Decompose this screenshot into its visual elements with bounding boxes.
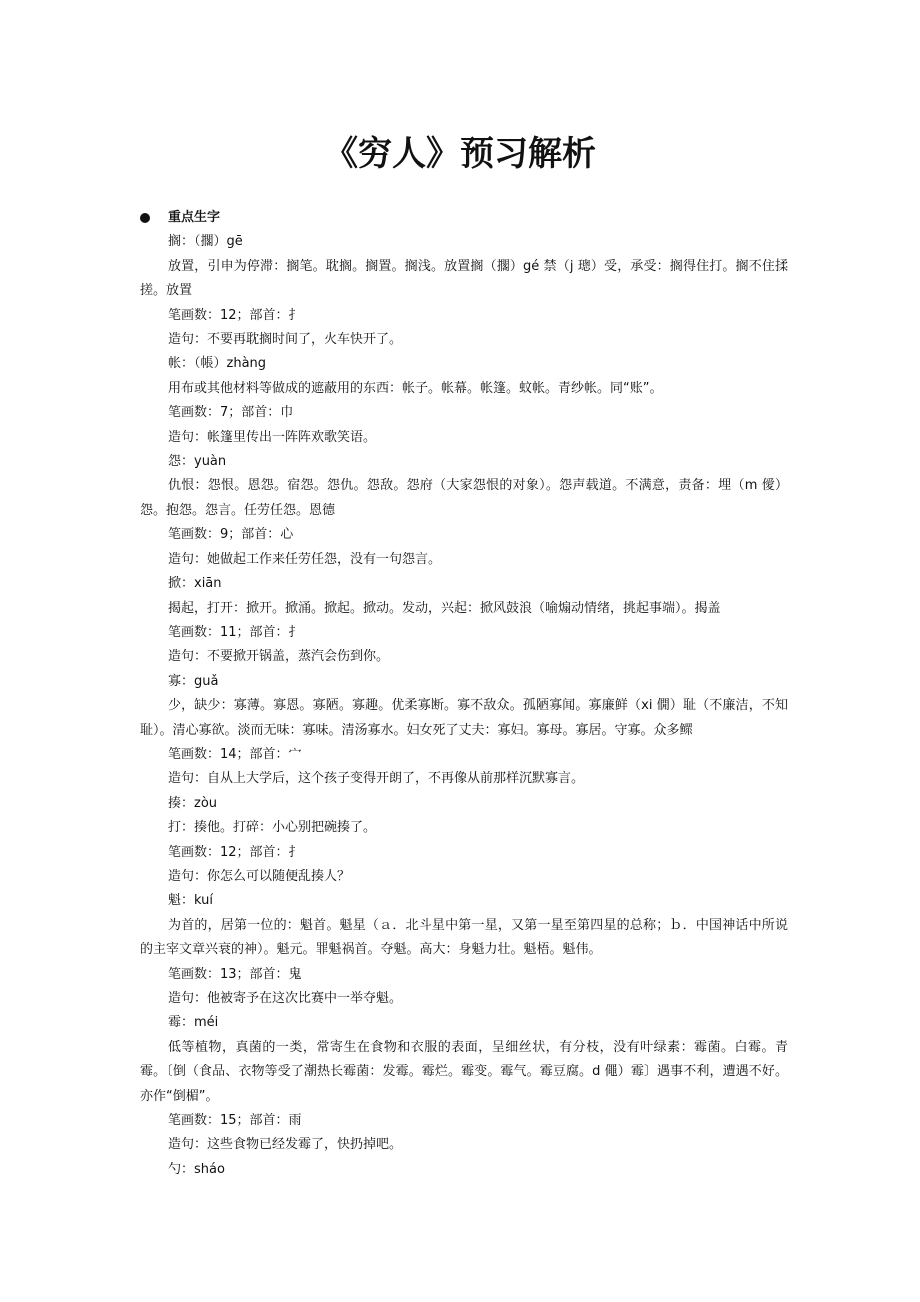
entry-head: 帐：（帳）zhàng — [168, 356, 267, 372]
entry-strokes: 笔画数：9；部首：心 — [168, 527, 294, 543]
entry-meaning: 用布或其他材料等做成的遮蔽用的东西：帐子。帐幕。帐篷。蚊帐。青纱帐。同“账”。 — [168, 380, 663, 396]
section-heading — [140, 206, 788, 230]
entry-zhang — [140, 352, 788, 450]
entry-gua — [140, 670, 788, 792]
entry-meaning: 打：揍他。打碎：小心别把碗揍了。 — [168, 820, 377, 836]
entry-yuan — [140, 450, 788, 572]
entry-head: 勺：sháo — [168, 1161, 225, 1177]
entry-meaning: 低等植物，真菌的一类，常寄生在食物和衣服的表面，呈细丝状，有分枝，没有叶绿素：霉菌。白霉。青霉。〔倒（食品、衣物等受了潮热长霉菌：发霉。霉烂。霉变。霉气。霉豆腐。d 僶）霉〕遇事不利，遭遇不好。亦作“倒楣”。 — [140, 1039, 788, 1104]
entry-head: 怨：yuàn — [168, 454, 227, 470]
entry-example: 造句：他被寄予在这次比赛中一举夺魁。 — [168, 991, 403, 1006]
entry-head: 搁：（擱）gē — [168, 234, 243, 250]
entry-meaning: 仇恨：怨恨。恩怨。宿怨。怨仇。怨敌。怨府（大家怨恨的对象）。怨声载道。不满意，责备：埋（m 僾）怨。抱怨。怨言。任劳任怨。恩德 — [140, 478, 788, 518]
entry-zou — [140, 792, 788, 890]
entry-strokes: 笔画数：11；部首：扌 — [168, 624, 302, 640]
entry-example: 造句：不要再耽搁时间了，火车快开了。 — [168, 332, 403, 348]
entry-kui — [140, 889, 788, 1011]
section-heading-text: 重点生字 — [168, 210, 221, 225]
entry-head: 魁：kuí — [168, 893, 213, 909]
entry-example: 造句：自从上大学后，这个孩子变得开朗了，不再像从前那样沉默寡言。 — [168, 771, 585, 787]
entry-example: 造句：你怎么可以随便乱揍人？ — [168, 868, 351, 884]
entry-meaning: 为首的，居第一位的：魁首。魁星（ａ．北斗星中第一星，又第一星至第四星的总称；ｂ．中国神话中所说的主宰文章兴衰的神）。魁元。罪魁祸首。夺魁。高大：身魁力壮。魁梧。魁伟。 — [140, 917, 788, 958]
entry-example: 造句：她做起工作来任劳任怨，没有一句怨言。 — [168, 551, 442, 567]
entry-meaning: 揭起，打开：掀开。掀涌。掀起。掀动。发动，兴起：掀风鼓浪（喻煽动情绪，挑起事端）。揭盖 — [168, 600, 721, 616]
entry-mei — [140, 1011, 788, 1157]
filled-circle-bullet-icon — [140, 213, 150, 223]
entry-example: 造句：这些食物已经发霉了，快扔掉吧。 — [168, 1137, 403, 1153]
entry-head: 霉：méi — [168, 1015, 219, 1031]
entry-strokes: 笔画数：15；部首：雨 — [168, 1113, 302, 1129]
entry-meaning: 少，缺少：寡薄。寡恩。寡陋。寡趣。优柔寡断。寡不敌众。孤陋寡闻。寡廉鲜（xi 僩）耻（不廉洁，不知耻）。清心寡欲。淡而无味：寡味。清汤寡水。妇女死了丈夫：寡妇。寡母。寡居。守寡。众多鳏 — [140, 698, 788, 738]
entry-example: 造句：不要掀开锅盖，蒸汽会伤到你。 — [168, 649, 390, 665]
entry-strokes: 笔画数：14；部首：宀 — [168, 746, 302, 762]
entry-meaning: 放置，引申为停滞：搁笔。耽搁。搁置。搁浅。放置搁（擱）gé 禁（j 璁）受，承受：搁得住打。搁不住揉搓。放置 — [140, 258, 788, 299]
page-title: 《穷人》预习解析 — [324, 134, 596, 174]
entry-head: 寡：guǎ — [168, 673, 219, 689]
entry-strokes: 笔画数：13；部首：鬼 — [168, 966, 302, 982]
entry-strokes: 笔画数：12；部首：扌 — [168, 844, 302, 860]
entry-xian — [140, 572, 788, 670]
entry-head: 掀：xiān — [168, 576, 222, 592]
content — [140, 206, 788, 1182]
entry-example: 造句：帐篷里传出一阵阵欢歌笑语。 — [168, 429, 377, 445]
entry-head: 揍：zòu — [168, 795, 218, 811]
entry-strokes: 笔画数：7；部首：巾 — [168, 405, 294, 421]
entry-strokes: 笔画数：12；部首：扌 — [168, 307, 302, 323]
entry-shao — [140, 1158, 788, 1182]
entry-ge — [140, 230, 788, 352]
